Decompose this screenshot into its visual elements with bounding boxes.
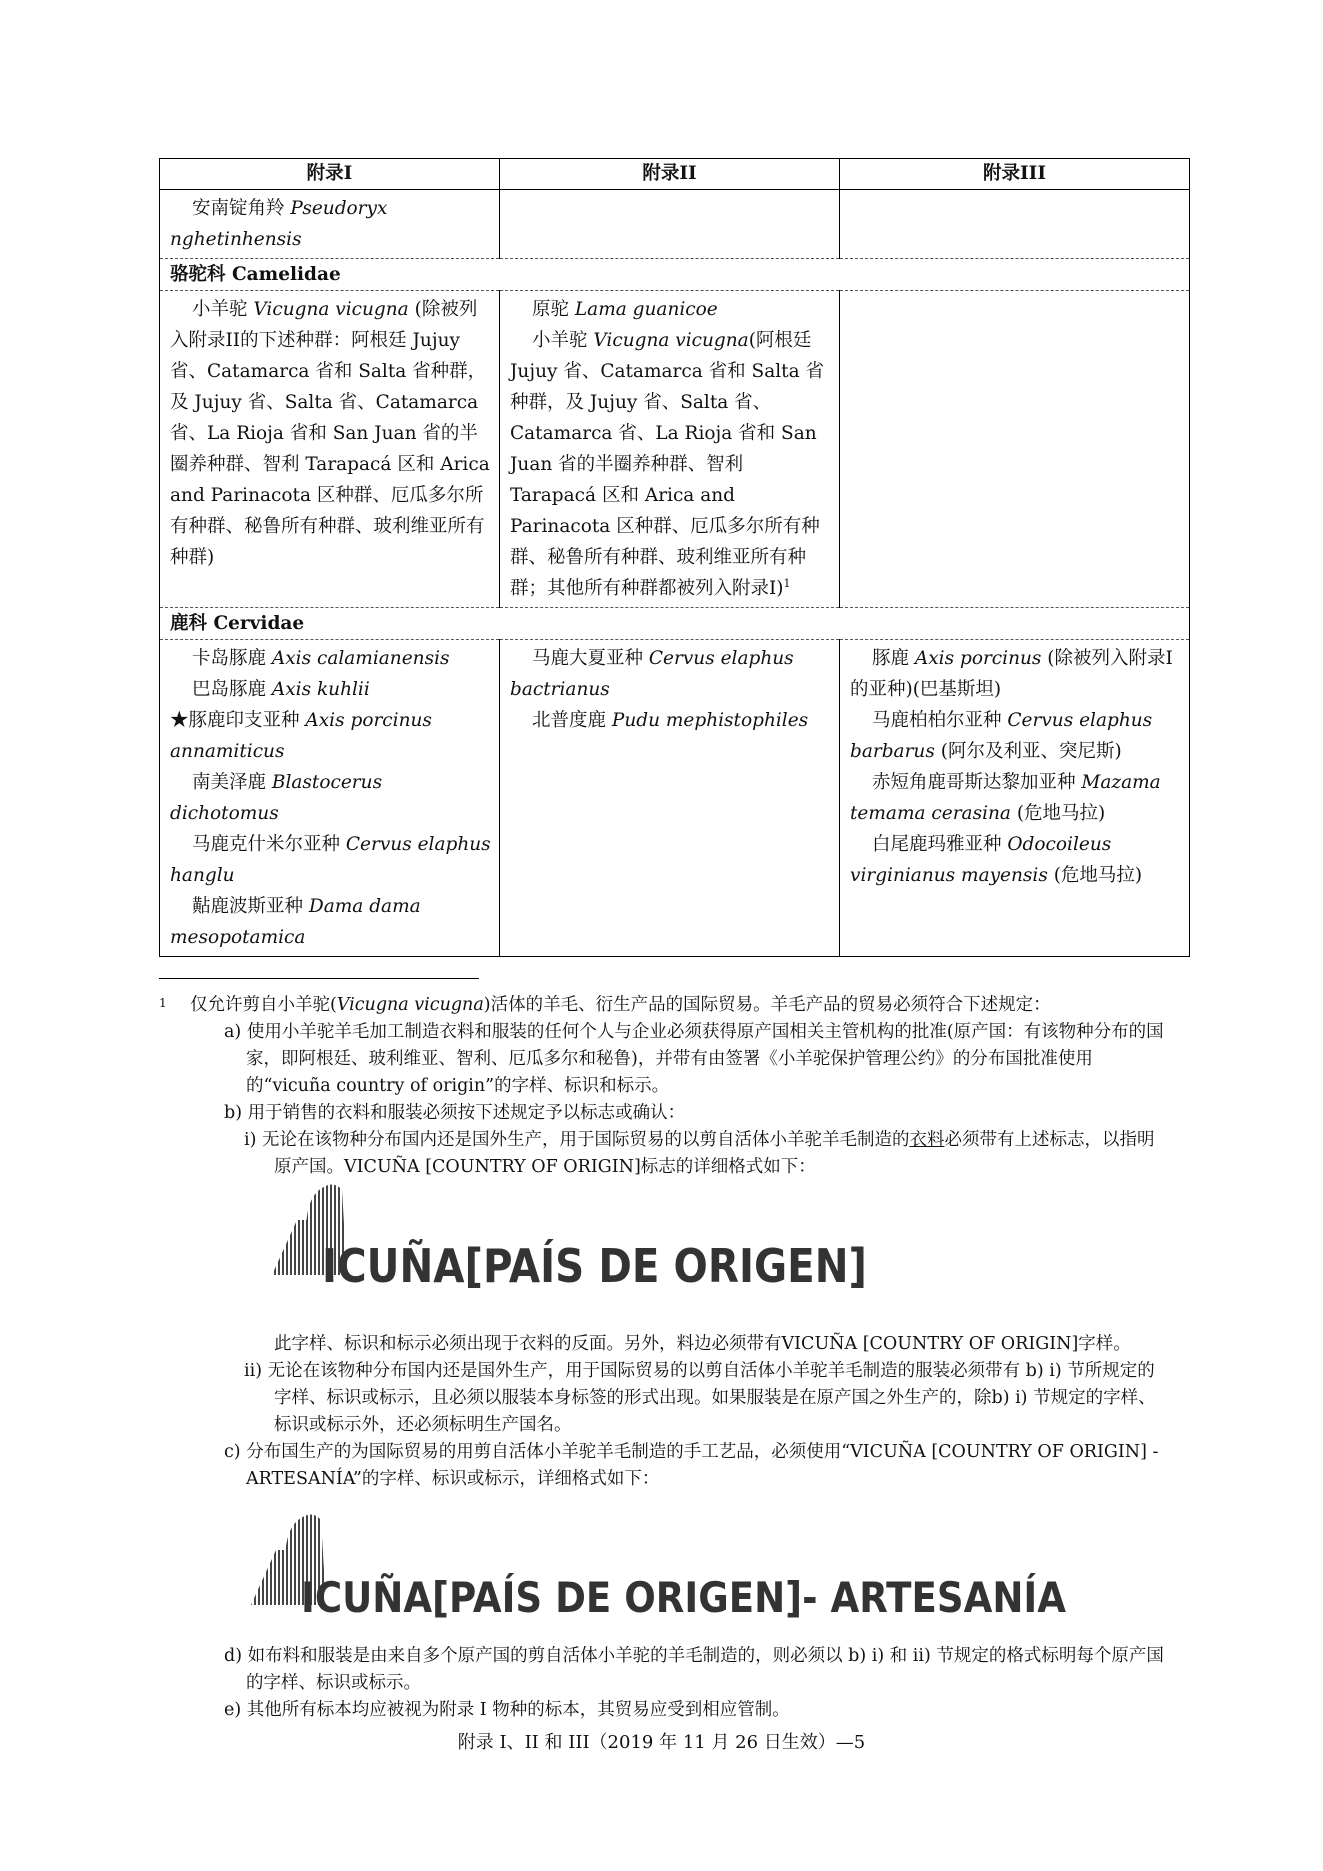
species-name: 原驼 (532, 299, 575, 320)
footnote-item-b: b) 用于销售的衣料和服装必须按下述规定予以标志或确认： (224, 1103, 686, 1123)
cell-top-app1 (160, 190, 500, 259)
species-latin: Cervus elaphus bactrianus (510, 648, 794, 700)
vicuna-artesania-logo (246, 1510, 1167, 1625)
family-label: 骆驼科 Camelidae (160, 259, 1190, 291)
species-latin: Cervus elaphus hanglu (170, 834, 491, 886)
footnote-ref[interactable]: 1 (783, 576, 791, 590)
species-note: (阿尔及利亚、突尼斯) (934, 741, 1122, 762)
species-latin: Cervus elaphus barbarus (850, 710, 1153, 762)
species-name: 白尾鹿玛雅亚种 (872, 834, 1008, 855)
logo-text: ICUÑA[PAÍS DE ORIGEN] (322, 1239, 867, 1293)
species-note: (阿根廷 Jujuy 省、Catamarca 省和 Salta 省种群，及 Jujuy 省、Salta 省、Catamarca 省、La Rioja 省和 San Juan 省的半圈养种群、智利 Tarapacá 区和 Arica and Parinacota 区种群、厄瓜多尔所有种群、秘鲁所有种群、玻利维亚所有种群；其他所有种群都被列入附录I) (510, 330, 824, 599)
species-latin: Axis porcinus annamiticus (170, 710, 432, 762)
cell-top-app2 (500, 190, 840, 259)
species-note: (危地马拉) (1047, 865, 1143, 886)
species-latin: Pudu mephistophiles (611, 710, 809, 731)
species-latin: Axis porcinus (914, 648, 1042, 669)
table-header-row (160, 159, 1190, 190)
family-row-cervidae (160, 608, 1190, 640)
family-row-camelidae (160, 259, 1190, 291)
footnote-intro: 仅允许剪自小羊驼(Vicugna vicugna)活体的羊毛、衍生产品的国际贸易。羊毛产品的贸易必须符合下述规定： (190, 995, 1051, 1015)
species-latin: Vicugna vicugna (253, 299, 409, 320)
vicuna-country-of-origin-logo (262, 1180, 872, 1295)
species-name: 南美泽鹿 (192, 772, 272, 793)
species-name: 小羊驼 (192, 299, 254, 320)
table-row (160, 190, 1190, 259)
species-note: (除被列入附录II的下述种群：阿根廷 Jujuy 省、Catamarca 省和 Salta 省种群，及 Jujuy 省、Salta 省、Catamarca 省、La Rioja 省和 San Juan 省的半圈养种群、智利 Tarapacá 区和 Arica and Parinacota 区种群、厄瓜多尔所有种群、秘鲁所有种群、玻利维亚所有种群) (170, 299, 490, 568)
logo-text: ICUÑA[PAÍS DE ORIGEN]- ARTESANÍA (301, 1573, 1167, 1622)
table-row (160, 291, 1190, 608)
cell-camelidae-app2 (500, 291, 840, 608)
species-name: 赤短角鹿哥斯达黎加亚种 (872, 772, 1082, 793)
footnote-item-b-ii: ii) 无论在该物种分布国内还是国外生产，用于国际贸易的以剪自活体小羊驼羊毛制造的服装必须带有 b) i) 节所规定的字样、标识或标示，且必须以服装本身标签的形式出现。如果服装是在原产国之外生产的，除b) i) 节规定的字样、标识或标示外，还必须标明生产国名。 (244, 1361, 1156, 1435)
cell-cervidae-app2 (500, 640, 840, 957)
footnote-item-b-i: i) 无论在该物种分布国内还是国外生产，用于国际贸易的以剪自活体小羊驼羊毛制造的衣料必须带有上述标志，以指明原产国。VICUÑA [COUNTRY OF ORIGIN]标志的详细格式如下： (244, 1130, 1155, 1177)
species-name: 豚鹿 (872, 648, 915, 669)
page-footer: 附录 I、II 和 III（2019 年 11 月 26 日生效）—5 (457, 1732, 866, 1753)
footnote-item-a: a) 使用小羊驼羊毛加工制造衣料和服装的任何个人与企业必须获得原产国相关主管机构的批准(原产国：有该物种分布的国家，即阿根廷、玻利维亚、智利、厄瓜多尔和秘鲁)，并带有由签署《小羊驼保护管理公约》的分布国批准使用的“vicuña country of origin”的字样、标识和标示。 (224, 1022, 1164, 1096)
species-latin: Mazama temama cerasina (850, 772, 1161, 824)
species-latin: Blastocerus dichotomus (170, 772, 383, 824)
cell-cervidae-app1 (160, 640, 500, 957)
table-row (160, 640, 1190, 957)
cites-appendix-table (159, 158, 1190, 957)
species-note: (除被列入附录I的亚种)(巴基斯坦) (850, 648, 1173, 700)
footnote-item-d: d) 如布料和服装是由来自多个原产国的剪自活体小羊驼的羊毛制造的，则必须以 b) i) 和 ii) 节规定的格式标明每个原产国的字样、标识或标示。 (224, 1646, 1164, 1693)
species-name: 卡岛豚鹿 (192, 648, 272, 669)
family-label: 鹿科 Cervidae (160, 608, 1190, 640)
species-name: 安南锭角羚 (192, 198, 291, 219)
species-latin: Pseudoryx nghetinhensis (170, 198, 388, 250)
species-latin: Axis calamianensis (271, 648, 450, 669)
species-name: 黇鹿波斯亚种 (192, 896, 309, 917)
cell-camelidae-app3 (840, 291, 1190, 608)
footnote-separator (159, 978, 479, 979)
species-note: (危地马拉) (1010, 803, 1106, 824)
cell-camelidae-app1 (160, 291, 500, 608)
footnote-item-b-i-after: 此字样、标识和标示必须出现于衣料的反面。另外，料边必须带有VICUÑA [COUNTRY OF ORIGIN]字样。 (274, 1334, 1131, 1354)
footnote-item-e: e) 其他所有标本均应被视为附录 I 物种的标本，其贸易应受到相应管制。 (224, 1700, 790, 1720)
species-name: ★豚鹿印支亚种 (170, 710, 306, 731)
footnote-mark: 1 (159, 996, 167, 1010)
species-name: 马鹿大夏亚种 (532, 648, 649, 669)
species-latin: Lama guanicoe (574, 299, 718, 320)
species-latin: Dama dama mesopotamica (170, 896, 421, 948)
header-appendix-2: 附录II (500, 159, 840, 190)
species-name: 北普度鹿 (532, 710, 612, 731)
header-appendix-1: 附录I (160, 159, 500, 190)
species-name: 小羊驼 (532, 330, 594, 351)
species-name: 马鹿克什米尔亚种 (192, 834, 346, 855)
footnote-item-c: c) 分布国生产的为国际贸易的用剪自活体小羊驼羊毛制造的手工艺品，必须使用“VICUÑA [COUNTRY OF ORIGIN] - ARTESANÍA”的字样、标识或标示，详细格式如下： (224, 1442, 1159, 1489)
species-latin: Vicugna vicugna (593, 330, 749, 351)
species-name: 巴岛豚鹿 (192, 679, 272, 700)
header-appendix-3: 附录III (840, 159, 1190, 190)
cell-top-app3 (840, 190, 1190, 259)
species-latin: Odocoileus virginianus mayensis (850, 834, 1112, 886)
species-name: 马鹿柏柏尔亚种 (872, 710, 1008, 731)
cell-cervidae-app3 (840, 640, 1190, 957)
species-latin: Axis kuhlii (271, 679, 370, 700)
